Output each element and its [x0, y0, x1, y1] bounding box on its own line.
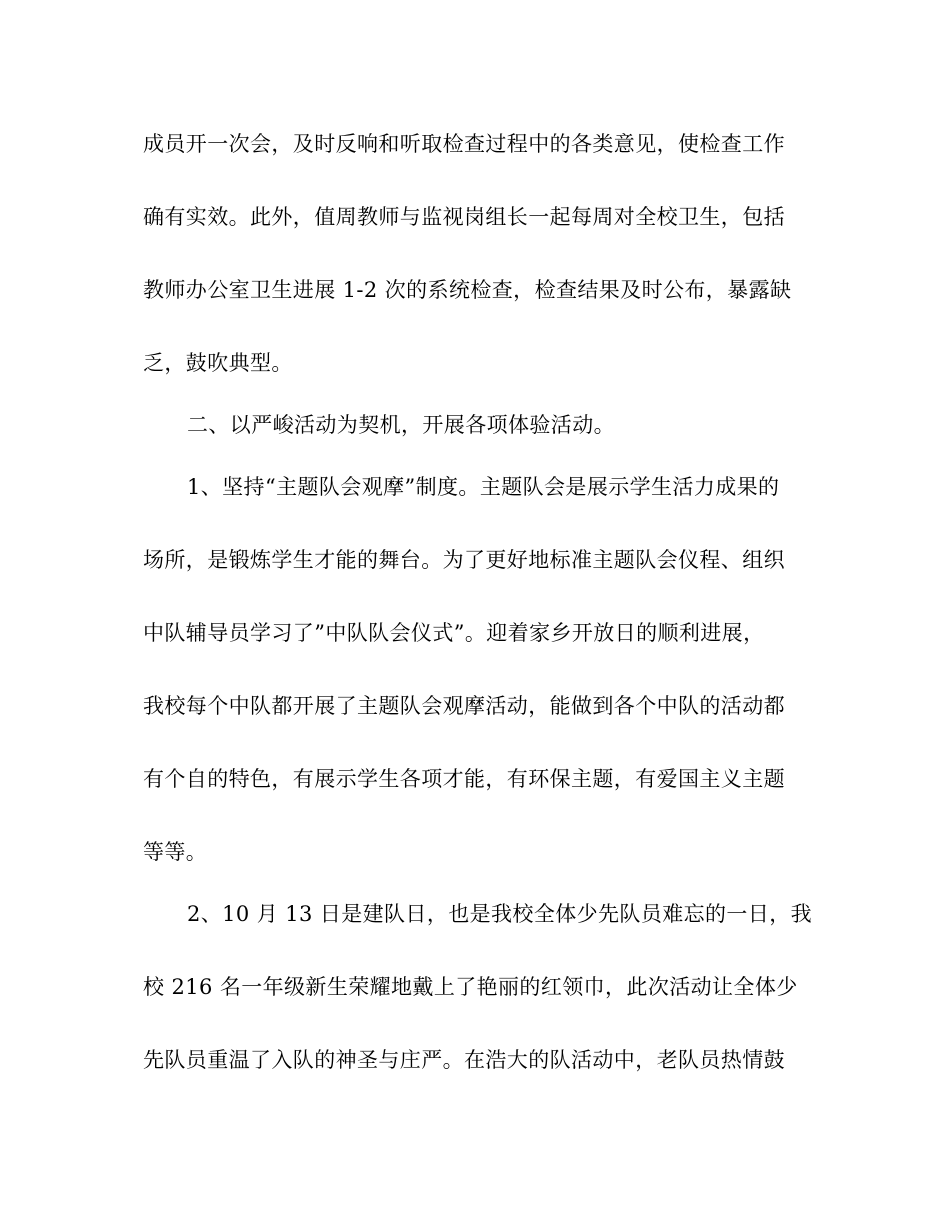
paragraph-line: 确有实效。此外，值周教师与监视岗组长一起每周对全校卫生，包括 [143, 205, 785, 229]
paragraph-line: 成员开一次会，及时反响和听取检查过程中的各类意见，使检查工作 [143, 132, 785, 156]
paragraph-line: 我校每个中队都开展了主题队会观摩活动，能做到各个中队的活动都 [143, 694, 785, 718]
paragraph-line: 中队辅导员学习了”中队队会仪式”。迎着家乡开放日的顺利进展， [143, 621, 765, 645]
paragraph-line: 先队员重温了入队的神圣与庄严。在浩大的队活动中，老队员热情鼓 [143, 1048, 785, 1072]
paragraph-line: 校 216 名一年级新生荣耀地戴上了艳丽的红领巾，此次活动让全体少 [143, 975, 798, 999]
paragraph-line: 2、10 月 13 日是建队日，也是我校全体少先队员难忘的一日，我 [187, 902, 813, 926]
section-heading: 二、以严峻活动为契机，开展各项体验活动。 [187, 413, 615, 437]
paragraph-line: 场所，是锻炼学生才能的舞台。为了更好地标准主题队会仪程、组织 [143, 548, 785, 572]
paragraph-line: 教师办公室卫生进展 1-2 次的系统检查，检查结果及时公布，暴露缺 [143, 278, 792, 302]
paragraph-line: 1、坚持“主题队会观摩”制度。主题队会是展示学生活力成果的 [187, 475, 780, 499]
paragraph-line: 乏，鼓吹典型。 [143, 351, 293, 375]
paragraph-line: 等等。 [143, 840, 208, 864]
paragraph-line: 有个自的特色，有展示学生各项才能，有环保主题，有爱国主义主题 [143, 767, 785, 791]
